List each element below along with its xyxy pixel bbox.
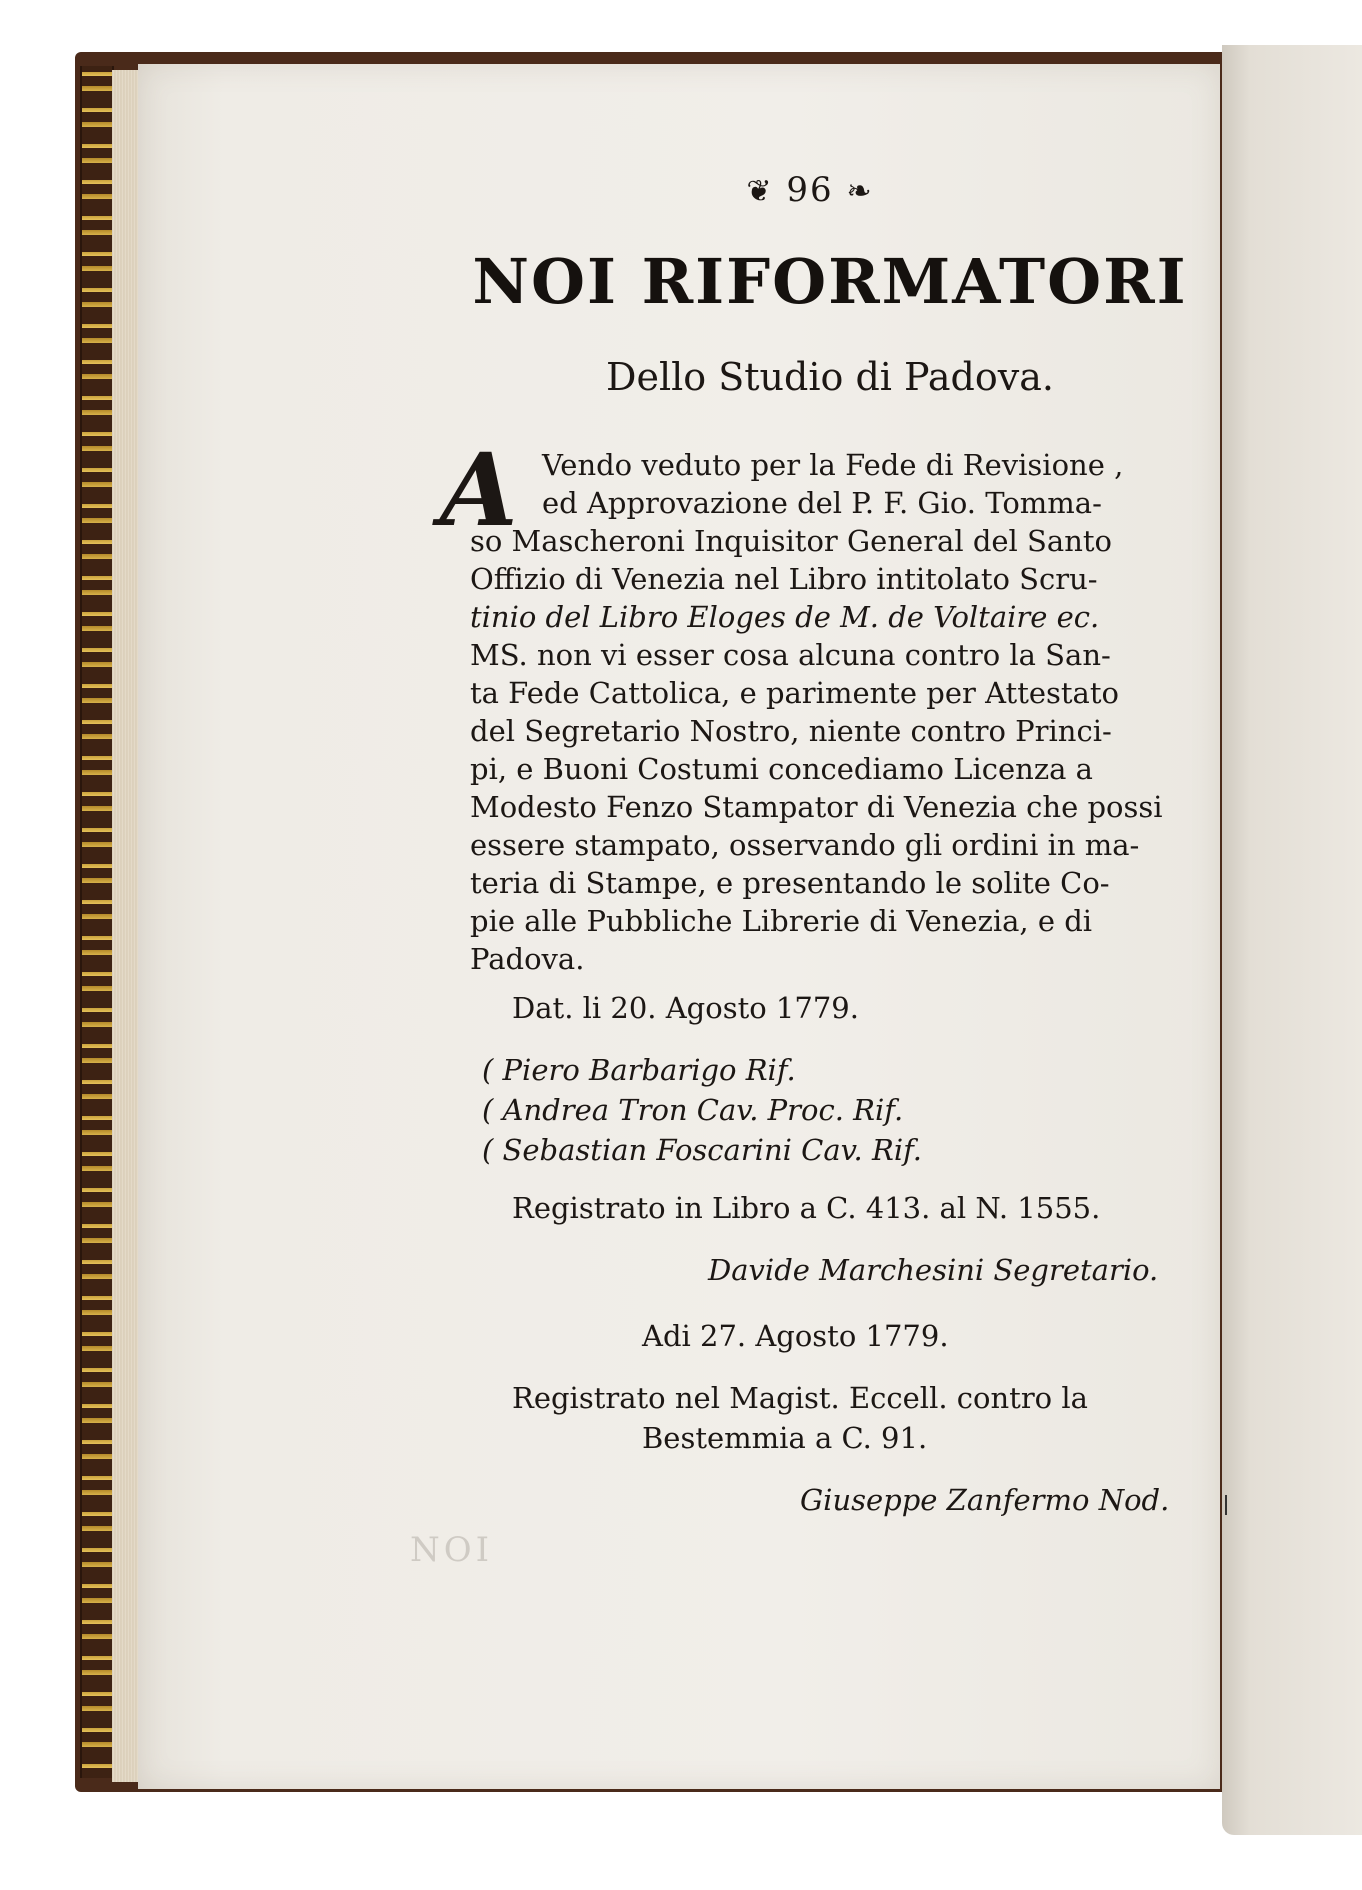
- body-line: del Segretario Nostro, niente contro Princi-: [470, 714, 1112, 748]
- body-line: essere stampato, osservando gli ordini in ma-: [470, 828, 1140, 862]
- signatory: ( Sebastian Foscarini Cav. Rif.: [482, 1133, 923, 1167]
- margin-mark: [1225, 1495, 1227, 1515]
- page-title: NOI RIFORMATORI: [472, 245, 1188, 318]
- body-line: pie alle Pubbliche Librerie di Venezia, e di: [470, 904, 1093, 938]
- body-line: so Mascheroni Inquisitor General del Santo: [470, 524, 1112, 558]
- body-line: Modesto Fenzo Stampator di Venezia che possi: [470, 790, 1163, 824]
- facing-page: [1222, 45, 1362, 1835]
- body-line: Vendo veduto per la Fede di Revisione ,: [542, 448, 1124, 482]
- secretary-signature: Davide Marchesini Segretario.: [708, 1253, 1159, 1287]
- page-edges: [112, 70, 140, 1782]
- body-line: Padova.: [470, 942, 585, 976]
- signatory: ( Andrea Tron Cav. Proc. Rif.: [482, 1093, 904, 1127]
- notary-signature: Giuseppe Zanfermo Nod.: [800, 1483, 1170, 1517]
- registration-line: Registrato in Libro a C. 413. al N. 1555.: [512, 1191, 1101, 1225]
- gilt-tooled-edge: [80, 66, 114, 1778]
- fleuron-right-icon: ❧: [846, 174, 874, 209]
- body-line: Offizio di Venezia nel Libro intitolato Scru-: [470, 562, 1098, 596]
- registration-line-2: Registrato nel Magist. Eccell. contro la: [512, 1381, 1088, 1415]
- page-header: [700, 170, 920, 210]
- body-line: ed Approvazione del P. F. Gio. Tomma-: [542, 486, 1102, 520]
- body-line: pi, e Buoni Costumi concediamo Licenza a: [470, 752, 1093, 786]
- signatory: ( Piero Barbarigo Rif.: [482, 1053, 796, 1087]
- body-line: ta Fede Cattolica, e parimente per Attestato: [470, 676, 1119, 710]
- body-line: teria di Stampe, e presentando le solite Co-: [470, 866, 1110, 900]
- show-through-text: NOI: [410, 1530, 494, 1570]
- page-subtitle: Dello Studio di Padova.: [606, 355, 1054, 399]
- fleuron-left-icon: ❦: [746, 174, 774, 209]
- body-line: MS. non vi esser cosa alcuna contro la San-: [470, 638, 1111, 672]
- date-line: Dat. li 20. Agosto 1779.: [512, 991, 859, 1025]
- registration-line-3: Bestemmia a C. 91.: [642, 1421, 928, 1455]
- date-line-2: Adi 27. Agosto 1779.: [642, 1319, 949, 1353]
- body-line: tinio del Libro Eloges de M. de Voltaire ec.: [470, 600, 1100, 634]
- drop-cap: A: [440, 431, 518, 549]
- page-number: 96: [786, 170, 834, 210]
